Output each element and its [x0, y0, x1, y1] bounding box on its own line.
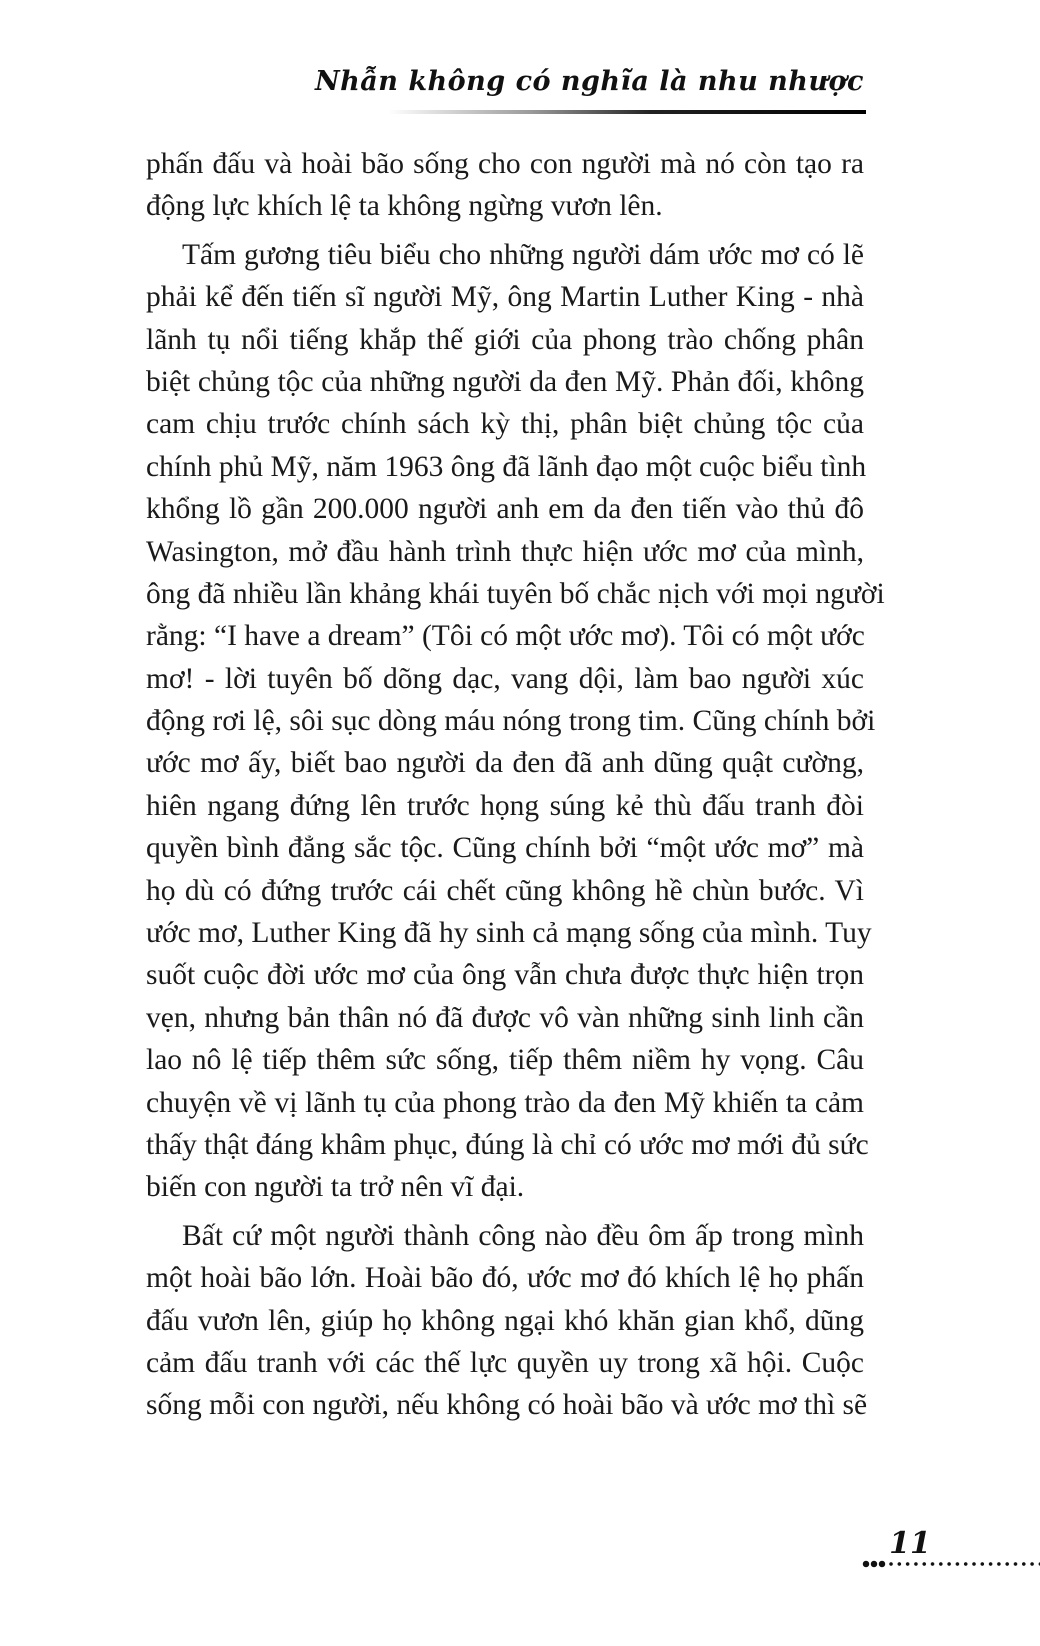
text-line: rằng: “I have a dream” (Tôi có một ước mơ). Tôi có một ước	[146, 620, 865, 653]
text-line: họ dù có đứng trước cái chết cũng không hề chùn bước. Vì	[146, 874, 864, 907]
text-line: vẹn, nhưng bản thân nó đã được vô vàn những sinh linh cần	[146, 1001, 864, 1034]
running-header-title: Nhẫn không có nghĩa là nhu nhược	[314, 66, 864, 97]
paragraph	[146, 1215, 868, 1427]
text-line: động lực khích lệ ta không ngừng vươn lên.	[146, 190, 663, 223]
text-line: ông đã nhiều lần khảng khái tuyên bố chắc nịch với mọi người	[146, 577, 885, 610]
text-line: Tấm gương tiêu biểu cho những người dám ước mơ có lẽ	[182, 238, 864, 271]
header-rule	[388, 110, 866, 114]
text-line: động rơi lệ, sôi sục dòng máu nóng trong tim. Cũng chính bởi	[146, 705, 876, 738]
text-line: thấy thật đáng khâm phục, đúng là chỉ có ước mơ mới đủ sức	[146, 1128, 869, 1161]
text-line: đấu vươn lên, giúp họ không ngại khó khăn gian khổ, dũng	[146, 1304, 864, 1337]
text-line: chuyện về vị lãnh tụ của phong trào da đen Mỹ khiến ta cảm	[146, 1086, 864, 1119]
text-line: một hoài bão lớn. Hoài bão đó, ước mơ đó khích lệ họ phấn	[146, 1262, 864, 1295]
paragraph	[146, 143, 864, 228]
text-line: Bất cứ một người thành công nào đều ôm ấp trong mình	[182, 1219, 864, 1252]
text-line: chính phủ Mỹ, năm 1963 ông đã lãnh đạo một cuộc biểu tình	[146, 450, 867, 483]
text-line: cảm đấu tranh với các thế lực quyền uy trong xã hội. Cuộc	[146, 1346, 864, 1379]
text-line: Wasington, mở đầu hành trình thực hiện ước mơ của mình,	[146, 535, 864, 568]
text-line: ước mơ ấy, biết bao người da đen đã anh dũng quật cường,	[146, 747, 864, 780]
text-line: quyền bình đẳng sắc tộc. Cũng chính bởi “một ước mơ” mà	[146, 832, 864, 865]
text-line: ước mơ, Luther King đã hy sinh cả mạng sống của mình. Tuy	[146, 917, 872, 950]
body-text	[146, 143, 885, 1427]
text-line: mơ! - lời tuyên bố dõng dạc, vang dội, làm bao người xúc	[146, 662, 864, 695]
paragraph	[146, 234, 885, 1209]
text-line: phải kể đến tiến sĩ người Mỹ, ông Martin Luther King - nhà	[146, 281, 864, 314]
text-line: cam chịu trước chính sách kỳ thị, phân biệt chủng tộc của	[146, 408, 864, 441]
text-line: lãnh tụ nổi tiếng khắp thế giới của phong trào chống phân	[146, 323, 864, 356]
text-line: sống mỗi con người, nếu không có hoài bão và ước mơ thì sẽ	[146, 1389, 868, 1422]
text-line: khổng lồ gần 200.000 người anh em da đen tiến vào thủ đô	[146, 493, 864, 526]
text-line: phấn đấu và hoài bão sống cho con người mà nó còn tạo ra	[146, 148, 864, 180]
text-line: lao nô lệ tiếp thêm sức sống, tiếp thêm niềm hy vọng. Câu	[146, 1044, 864, 1077]
page-number-dotted-rule	[862, 1561, 1040, 1567]
text-line: biến con người ta trở nên vĩ đại.	[146, 1171, 525, 1204]
text-line: hiên ngang đứng lên trước họng súng kẻ thù đấu tranh đòi	[146, 789, 864, 822]
page-number: 11	[889, 1526, 931, 1561]
text-line: suốt cuộc đời ước mơ của ông vẫn chưa được thực hiện trọn	[146, 959, 864, 992]
text-line: biệt chủng tộc của những người da đen Mỹ. Phản đối, không	[146, 365, 864, 398]
